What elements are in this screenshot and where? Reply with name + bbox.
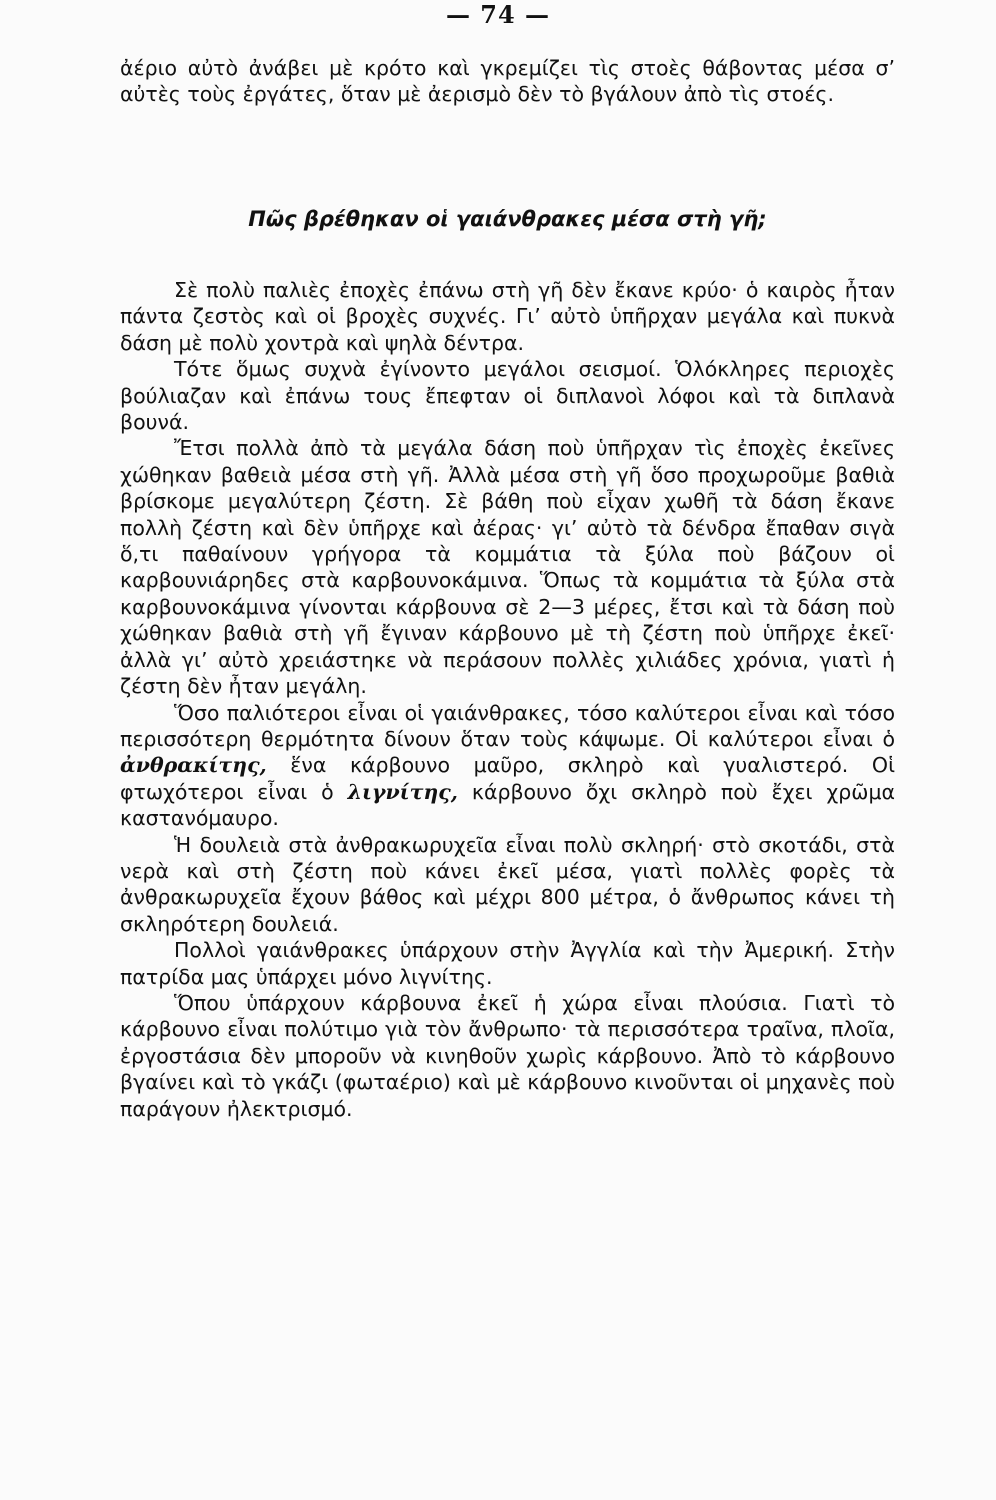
term-lignite: λιγνίτης,	[347, 779, 458, 804]
paragraph: Τότε ὅμως συχνὰ ἐγίνοντο μεγάλοι σεισμοί. Ὁλόκληρες περιοχὲς βούλιαζαν καὶ ἐπάνω τους ἔπεφταν οἱ διπλανοὶ λόφοι καὶ τὰ διπλανὰ βουνά.	[120, 357, 895, 435]
opening-paragraph-block	[120, 55, 895, 108]
term-anthracite: ἀνθρακίτης,	[120, 753, 267, 778]
page-number: — 74 —	[445, 0, 551, 29]
paragraph-text: Ὅσο παλιότεροι εἶναι οἱ γαιάνθρακες, τόσο καλύτεροι εἶναι καὶ τόσο περισσότερη θερμότητα δίνουν ὅταν τοὺς κάψωμε. Οἱ καλύτεροι εἶναι ὁ	[120, 700, 895, 751]
section-heading: Πῶς βρέθηκαν οἱ γαιάνθρακες μέσα στὴ γῆ;	[248, 207, 767, 231]
paragraph: Ἡ δουλειὰ στὰ ἀνθρακωρυχεῖα εἶναι πολὺ σκληρή· στὸ σκοτάδι, στὰ νερὰ καὶ στὴ ζέστη ποὺ κάνει ἐκεῖ μέσα, γιατὶ πολλὲς φορὲς τὰ ἀνθρακωρυχεῖα ἔχουν βάθος καὶ μέχρι 800 μέτρα, ὁ ἄνθρωπος κάνει τὴ σκληρότερη δουλειά.	[120, 832, 895, 936]
paragraph-coal-quality	[120, 700, 895, 832]
paragraph: Ἔτσι πολλὰ ἀπὸ τὰ μεγάλα δάση ποὺ ὑπῆρχαν τὶς ἐποχὲς ἐκεῖνες χώθηκαν βαθειὰ μέσα στὴ γῆ. Ἀλλὰ μέσα στὴ γῆ ὅσο προχωροῦμε βαθιὰ βρίσκομε μεγαλύτερη ζέστη. Σὲ βάθη ποὺ εἶχαν χωθῆ τὰ δάση ἔκανε πολλὴ ζέστη καὶ δὲν ὑπῆρχε καὶ ἀέρας· γι’ αὐτὸ τὰ δένδρα ἔπαθαν σιγὰ ὅ,τι παθαίνουν γρήγορα τὰ κομμάτια τὰ ξύλα ποὺ βάζουν οἱ καρβουνιάρηδες στὰ καρβουνοκάμινα. Ὅπως τὰ κομμάτια τὰ ξύλα στὰ καρβουνοκάμινα γίνονται κάρβουνα σὲ 2—3 μέρες, ἔτσι καὶ τὰ δάση ποὺ χώθηκαν βαθιὰ στὴ γῆ ἔγιναν κάρβουνο μὲ τὴ ζέστη ποὺ ὑπῆρχε ἐκεῖ· ἀλλὰ γι’ αὐτὸ χρειάστηκε νὰ περάσουν πολλὲς χιλιάδες χρόνια, γιατὶ ἡ ζέστη δὲν ἦταν μεγάλη.	[120, 436, 895, 699]
paragraph: Σὲ πολὺ παλιὲς ἐποχὲς ἐπάνω στὴ γῆ δὲν ἔκανε κρύο· ὁ καιρὸς ἦταν πάντα ζεστὸς καὶ οἱ βροχὲς συχνές. Γι’ αὐτὸ ὑπῆρχαν μεγάλα καὶ πυκνὰ δάση μὲ πολὺ χοντρὰ καὶ ψηλὰ δέντρα.	[120, 278, 895, 355]
paragraph: Πολλοὶ γαιάνθρακες ὑπάρχουν στὴν Ἀγγλία καὶ τὴν Ἀμερική. Στὴν πατρίδα μας ὑπάρχει μόνο λιγνίτης.	[120, 938, 895, 989]
paragraph-text: κάρβουνο ὄχι σκληρὸ ποὺ ἔχει χρῶμα καστανόμαυρο.	[120, 779, 895, 831]
body-text	[120, 277, 895, 1122]
opening-paragraph: ἀέριο αὐτὸ ἀνάβει μὲ κρότο καὶ γκρεμίζει τὶς στοὲς θάβοντας μέσα σ’ αὐτὲς τοὺς ἐργάτες, ὅταν μὲ ἀερισμὸ δὲν τὸ βγάλουν ἀπὸ τὶς στοές.	[120, 56, 895, 107]
paragraph-text: ἕνα κάρβουνο μαῦρο, σκληρὸ καὶ γυαλιστερό. Οἱ φτωχότεροι εἶναι ὁ	[120, 753, 895, 804]
paragraph: Ὅπου ὑπάρχουν κάρβουνα ἐκεῖ ἡ χώρα εἶναι πλούσια. Γιατὶ τὸ κάρβουνο εἶναι πολύτιμο γιὰ τὸν ἄνθρωπο· τὰ περισσότερα τραῖνα, πλοῖα, ἐργοστάσια δὲν μποροῦν νὰ κινηθοῦν χωρὶς κάρβουνο. Ἀπὸ τὸ κάρβουνο βγαίνει καὶ τὸ γκάζι (φωταέριο) καὶ μὲ κάρβουνο κινοῦνται οἱ μηχανὲς ποὺ παράγουν ἠλεκτρισμό.	[120, 990, 895, 1121]
